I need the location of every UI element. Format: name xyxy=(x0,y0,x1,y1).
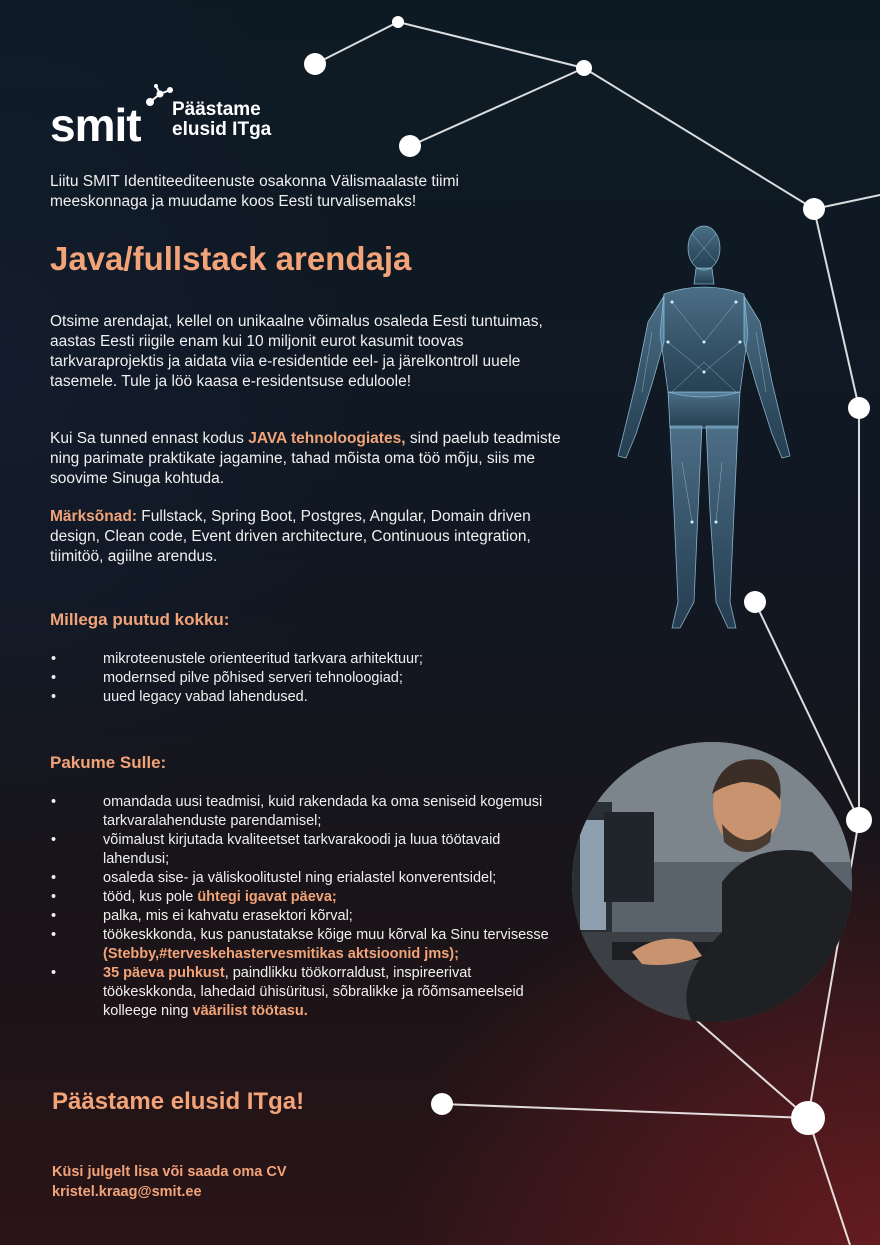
list-item xyxy=(50,793,560,831)
list-item-text: omandada uusi teadmisi, kuid rakendada ka oma seniseid kogemusi tarkvaralahenduste parendamisel; xyxy=(103,794,543,829)
developer-photo xyxy=(572,742,852,1022)
intro-text: Liitu SMIT Identiteediteenuste osakonna Välismaalaste tiimi meeskonnaga ja muudame koos Eesti turvalisemaks! xyxy=(50,173,459,210)
tagline-line-1: Päästame xyxy=(172,99,261,120)
list-item xyxy=(50,926,560,964)
keywords-paragraph xyxy=(50,507,550,567)
keywords-label: Märksõnad: xyxy=(50,508,137,525)
text-segment: sind paelub teadmiste ning parimate praktikate jagamine, tahad mõista oma töö mõju, siis me soovime Sinuga kohtuda. xyxy=(50,430,561,487)
highlight-text: (Stebby,#terveskehastervesmitikas aktsioonid jms); xyxy=(103,946,459,962)
technology-paragraph xyxy=(50,429,590,489)
work-section-heading: Millega puutud kokku: xyxy=(50,610,230,629)
list-item xyxy=(50,650,560,669)
bullet-icon: • xyxy=(51,670,57,686)
closing-slogan: Päästame elusid ITga! xyxy=(52,1088,305,1115)
bullet-icon: • xyxy=(51,870,57,886)
logo-tagline xyxy=(172,100,271,140)
bullet-icon: • xyxy=(51,794,57,810)
highlight-text: ühtegi igavat päeva; xyxy=(197,889,337,905)
offer-section-heading: Pakume Sulle: xyxy=(50,753,167,772)
bullet-icon: • xyxy=(51,889,57,905)
contact-prompt: Küsi julgelt lisa või saada oma CV xyxy=(52,1164,287,1180)
list-item xyxy=(50,869,560,888)
keywords-text: Fullstack, Spring Boot, Postgres, Angular, Domain driven design, Clean code, Event driven architecture, Continuous integration, tiimitöö, agiilne arendus. xyxy=(50,508,531,565)
list-item-text: võimalust kirjutada kvaliteetset tarkvarakoodi ja luua töötavaid lahendusi; xyxy=(103,832,501,867)
list-item xyxy=(50,831,560,869)
logo-wordmark: smit xyxy=(50,99,141,151)
list-item xyxy=(50,964,560,1021)
list-item xyxy=(50,888,560,907)
list-item xyxy=(50,907,560,926)
contact-block xyxy=(52,1162,287,1202)
list-item-text: , paindlikku töökorraldust, inspireerivat töökeskkonda, lahedaid ühisüritusi, sõbralikke ja rõõmsameelseid kolleege ning xyxy=(103,965,524,1019)
bullet-icon: • xyxy=(51,651,57,667)
offer-list xyxy=(50,793,560,1021)
bullet-icon: • xyxy=(51,927,57,943)
bullet-icon: • xyxy=(51,965,57,981)
bullet-icon: • xyxy=(51,689,57,705)
bullet-icon: • xyxy=(51,908,57,924)
list-item-text: uued legacy vabad lahendused. xyxy=(103,689,308,705)
java-highlight: JAVA tehnoloogiates, xyxy=(248,430,406,447)
list-item-text: palka, mis ei kahvatu erasektori kõrval; xyxy=(103,908,353,924)
list-item-text: töökeskkonda, kus panustatakse kõige muu kõrval ka Sinu tervisesse xyxy=(103,927,549,943)
list-item xyxy=(50,688,560,707)
description-paragraph: Otsime arendajat, kellel on unikaalne võimalus osaleda Eesti tuntuimas, aastas Eesti riigile enam kui 10 miljonit eurot kasumit toovas tarkvaraprojektis ja aidata viia e-residentide eel- ja järelkontroll uuele tasemele. Tule ja löö kaasa e-residentsuse eduloole! xyxy=(50,313,543,390)
text-segment: Kui Sa tunned ennast kodus xyxy=(50,430,249,447)
job-title: Java/fullstack arendaja xyxy=(50,240,412,277)
wireframe-human-illustration xyxy=(612,222,802,637)
work-list xyxy=(50,650,560,707)
list-item-text: osaleda sise- ja väliskoolitustel ning erialastel konverentsidel; xyxy=(103,870,497,886)
list-item-text: mikroteenustele orienteeritud tarkvara arhitektuur; xyxy=(103,651,423,667)
smit-logo xyxy=(50,84,290,150)
list-item-text: modernsed pilve põhised serveri tehnoloogiad; xyxy=(103,670,403,686)
highlight-text: väärilist töötasu. xyxy=(192,1003,308,1019)
tagline-line-2: elusid ITga xyxy=(172,119,272,140)
developer-at-computer-image xyxy=(572,742,852,1022)
bullet-icon: • xyxy=(51,832,57,848)
list-item xyxy=(50,669,560,688)
list-item-text: tööd, kus pole xyxy=(103,889,198,905)
logo-network-dots-icon xyxy=(142,84,176,108)
contact-email-link[interactable]: kristel.kraag@smit.ee xyxy=(52,1184,202,1200)
highlight-text: 35 päeva puhkust xyxy=(103,965,225,981)
